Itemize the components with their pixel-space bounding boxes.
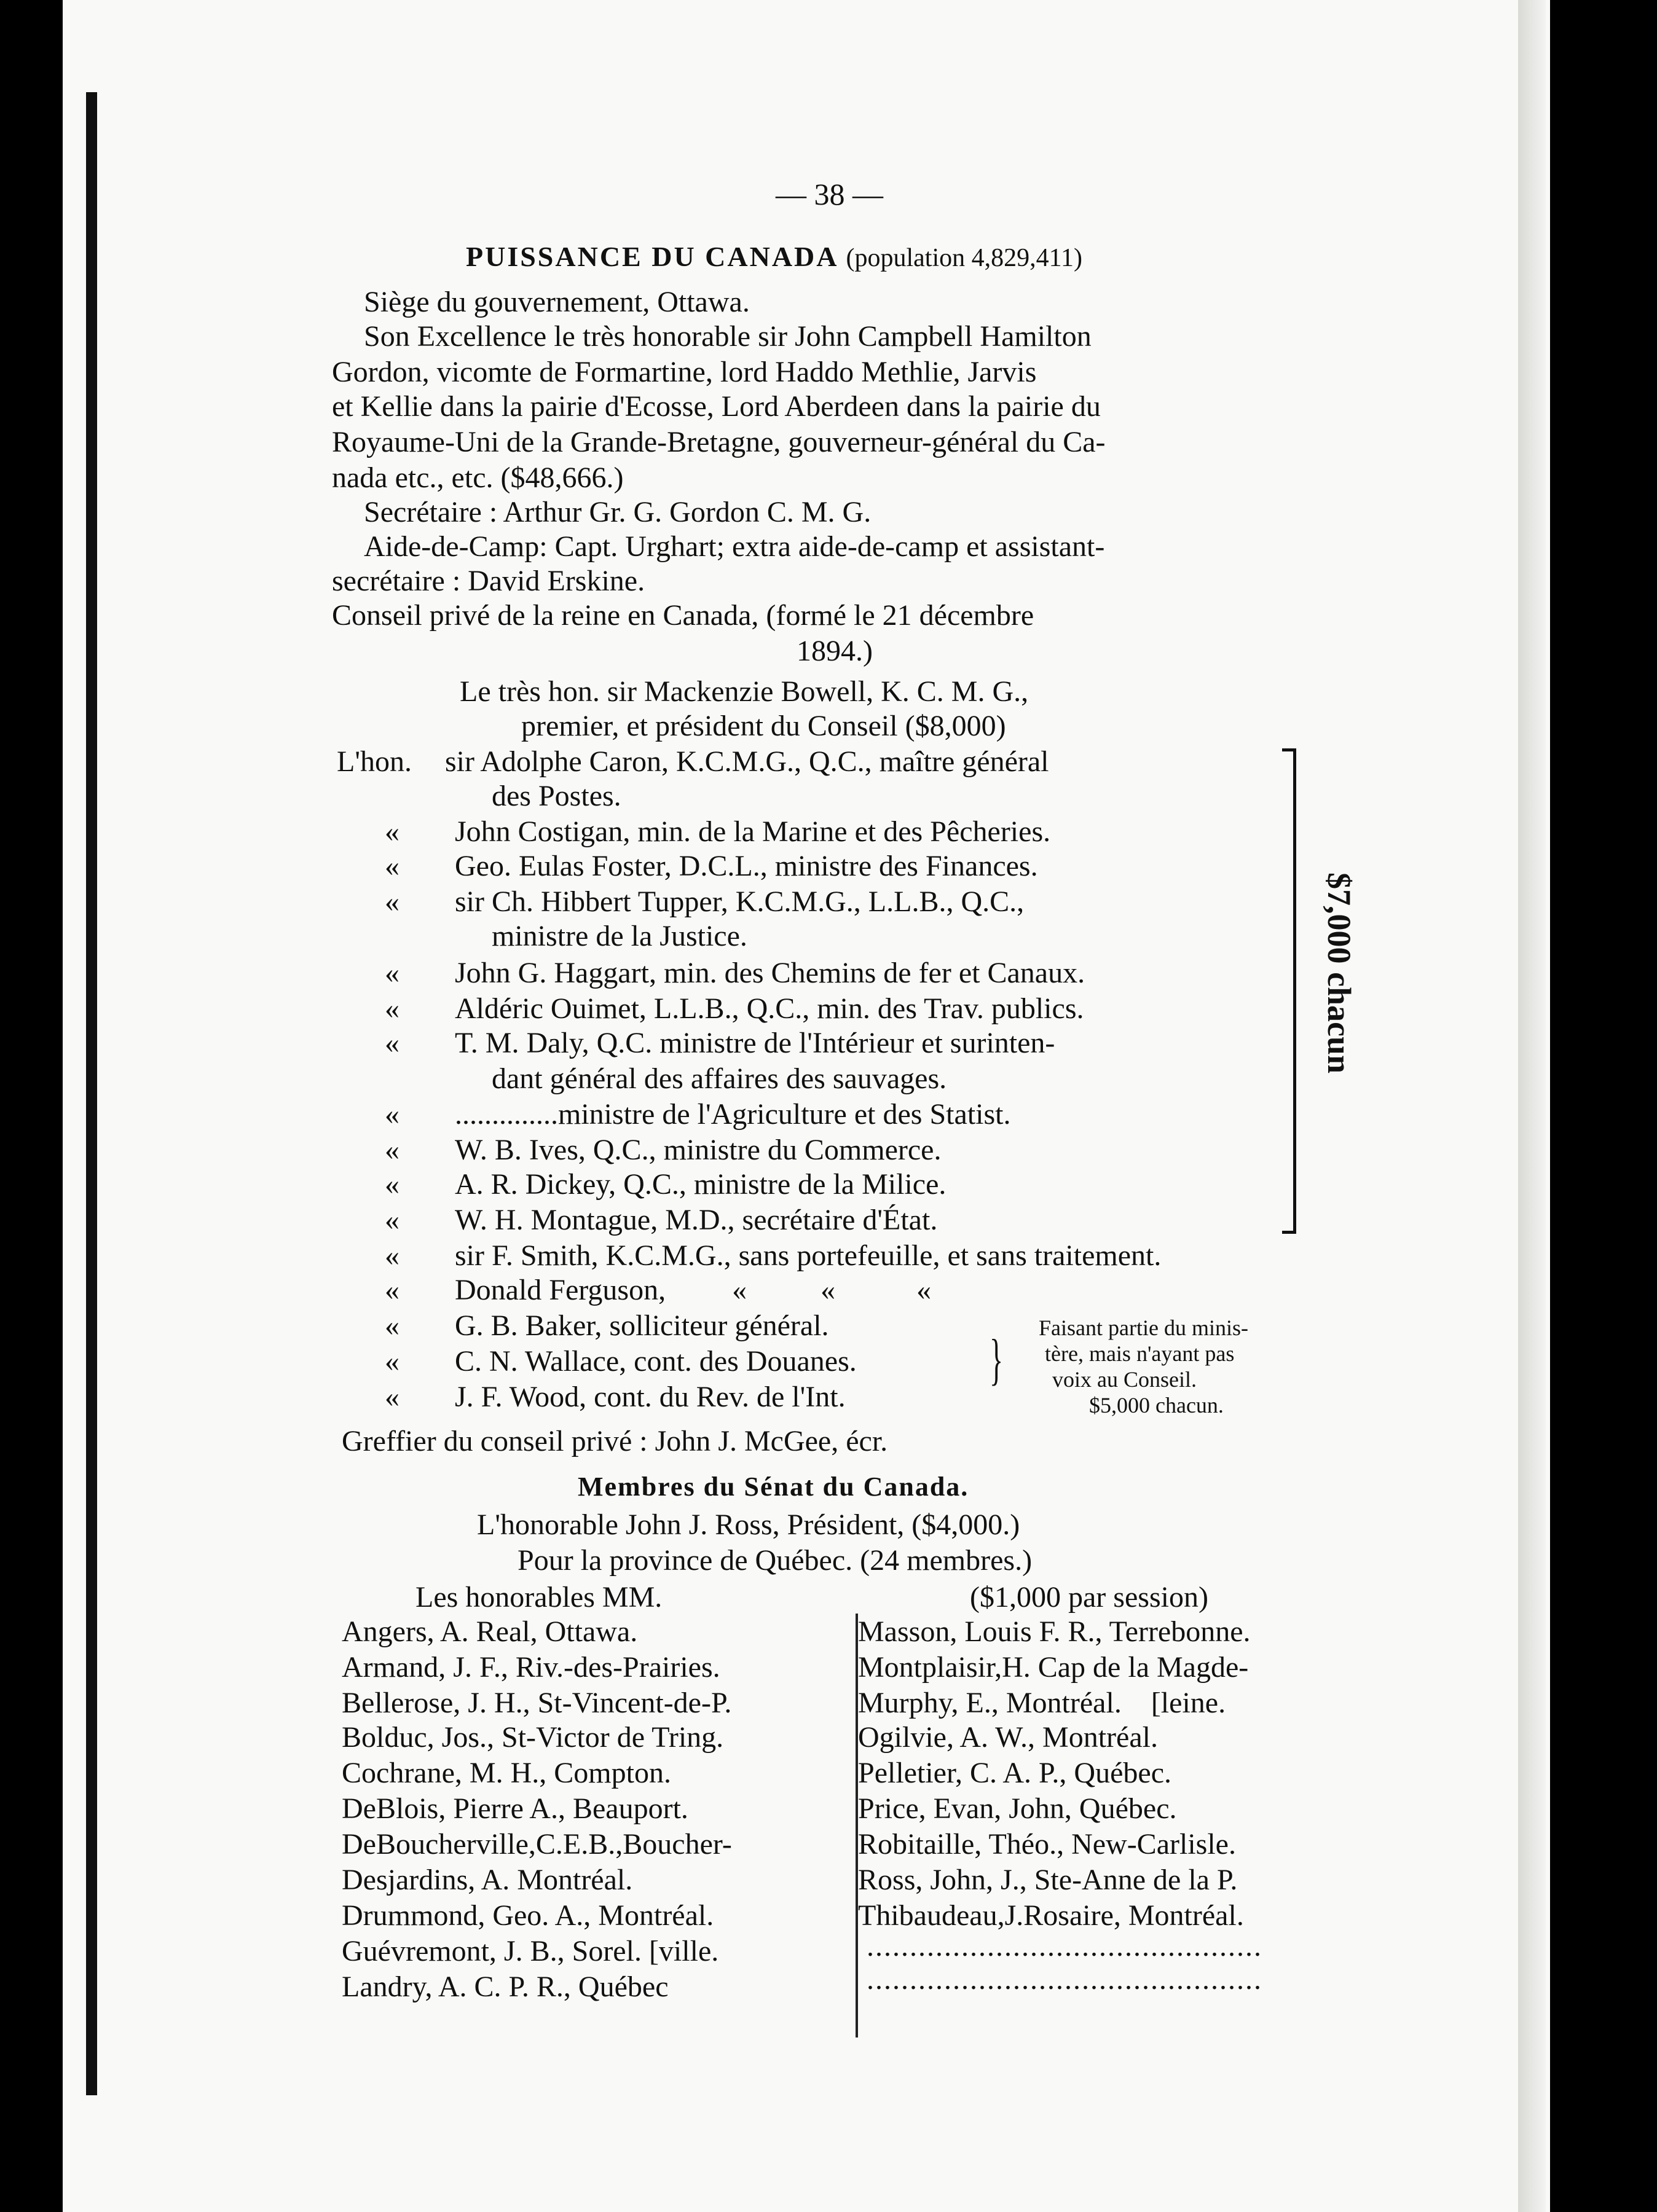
governor-line-5: nada etc., etc. ($48,666.) bbox=[332, 461, 624, 494]
minister-mark: « bbox=[385, 1204, 399, 1236]
senator-entry: Cochrane, M. H., Compton. bbox=[342, 1757, 671, 1789]
senator-entry: Thibaudeau,J.Rosaire, Montréal. bbox=[858, 1899, 1244, 1932]
governor-line-3: et Kellie dans la pairie d'Ecosse, Lord Aberdeen dans la pairie du bbox=[332, 390, 1101, 423]
siege-line: Siège du gouvernement, Ottawa. bbox=[364, 286, 750, 318]
minister-text: G. B. Baker, solliciteur général. bbox=[455, 1309, 829, 1342]
senator-entry: Price, Evan, John, Québec. bbox=[858, 1792, 1177, 1825]
minister-text: Geo. Eulas Foster, D.C.L., ministre des Finances. bbox=[455, 850, 1038, 882]
senator-entry: Armand, J. F., Riv.-des-Prairies. bbox=[342, 1651, 720, 1684]
minister-text: A. R. Dickey, Q.C., ministre de la Milice. bbox=[455, 1168, 947, 1201]
ministers-brace bbox=[1293, 748, 1296, 1234]
minister-mark: « bbox=[385, 815, 399, 848]
senate-president: L'honorable John J. Ross, Président, ($4,000.) bbox=[477, 1508, 1020, 1541]
minister-text: ministre de la Justice. bbox=[492, 920, 747, 952]
minister-text: John Costigan, min. de la Marine et des Pêcheries. bbox=[455, 815, 1051, 848]
council-line-2: 1894.) bbox=[797, 635, 873, 667]
minister-text: W. H. Montague, M.D., secrétaire d'État. bbox=[455, 1204, 938, 1236]
minister-mark: « bbox=[385, 957, 399, 989]
minister-mark: « bbox=[385, 1345, 399, 1378]
ministers-brace-top bbox=[1282, 748, 1296, 751]
minister-mark: « bbox=[385, 885, 399, 918]
heading-title: PUISSANCE DU CANADA bbox=[466, 241, 839, 272]
premier-line-1: Le très hon. sir Mackenzie Bowell, K. C. M. G., bbox=[460, 675, 1029, 708]
council-line-1: Conseil privé de la reine en Canada, (formé le 21 décembre bbox=[332, 599, 1034, 632]
senator-entry-blank: .............................................. bbox=[867, 1930, 1262, 1963]
minister-mark: « bbox=[385, 1098, 399, 1131]
minister-text: W. B. Ives, Q.C., ministre du Commerce. bbox=[455, 1134, 942, 1166]
governor-line-2: Gordon, vicomte de Formartine, lord Haddo Methlie, Jarvis bbox=[332, 356, 1037, 388]
minister-mark: L'hon. bbox=[337, 745, 412, 778]
minister-mark: « bbox=[385, 1134, 399, 1166]
minister-mark: « bbox=[385, 1309, 399, 1342]
minister-mark: « bbox=[385, 1168, 399, 1201]
section-heading bbox=[466, 240, 1082, 275]
minister-text: sir F. Smith, K.C.M.G., sans portefeuille, et sans traitement. bbox=[455, 1239, 1162, 1272]
page-edge-shadow bbox=[1518, 0, 1546, 2212]
salary-note: $7,000 chacun bbox=[1321, 873, 1358, 1074]
minister-mark: « bbox=[385, 1239, 399, 1272]
minister-text: T. M. Daly, Q.C. ministre de l'Intérieur et surinten- bbox=[455, 1027, 1055, 1059]
senator-entry: Robitaille, Théo., New-Carlisle. bbox=[858, 1828, 1236, 1861]
secretary-line: Secrétaire : Arthur Gr. G. Gordon C. M. G. bbox=[364, 496, 872, 528]
binding-edge bbox=[86, 92, 97, 2095]
premier-line-2: premier, et président du Conseil ($8,000) bbox=[521, 710, 1006, 742]
senator-entry: Ogilvie, A. W., Montréal. bbox=[858, 1721, 1158, 1754]
minister-text: sir Ch. Hibbert Tupper, K.C.M.G., L.L.B., Q.C., bbox=[455, 885, 1025, 918]
controllers-note-3: voix au Conseil. bbox=[1052, 1367, 1197, 1392]
senator-entry: Desjardins, A. Montréal. bbox=[342, 1864, 633, 1896]
controllers-note-1: Faisant partie du minis- bbox=[1039, 1316, 1248, 1340]
governor-line-4: Royaume-Uni de la Grande-Bretagne, gouverneur-général du Ca- bbox=[332, 426, 1106, 458]
senator-entry: Bellerose, J. H., St-Vincent-de-P. bbox=[342, 1687, 732, 1719]
senator-entry: Murphy, E., Montréal. [leine. bbox=[858, 1687, 1226, 1719]
minister-text: C. N. Wallace, cont. des Douanes. bbox=[455, 1345, 857, 1378]
minister-text: dant général des affaires des sauvages. bbox=[492, 1062, 947, 1095]
senate-quebec: Pour la province de Québec. (24 membres.) bbox=[518, 1544, 1033, 1577]
minister-text: J. F. Wood, cont. du Rev. de l'Int. bbox=[455, 1381, 846, 1413]
heading-population: (population 4,829,411) bbox=[846, 244, 1083, 272]
controllers-note-4: $5,000 chacun. bbox=[1089, 1393, 1224, 1418]
ministers-brace-bottom bbox=[1282, 1231, 1296, 1234]
minister-text: ..............ministre de l'Agriculture et des Statist. bbox=[455, 1098, 1011, 1131]
aide-line-2: secrétaire : David Erskine. bbox=[332, 565, 645, 597]
senator-entry: Ross, John, J., Ste-Anne de la P. bbox=[858, 1864, 1238, 1896]
senator-entry: Montplaisir,H. Cap de la Magde- bbox=[858, 1651, 1249, 1684]
aide-line-1: Aide-de-Camp: Capt. Urghart; extra aide-de-camp et assistant- bbox=[364, 530, 1105, 563]
controllers-note-2: tère, mais n'ayant pas bbox=[1045, 1341, 1235, 1366]
senator-entry: DeBoucherville,C.E.B.,Boucher- bbox=[342, 1828, 732, 1861]
senate-session: ($1,000 par session) bbox=[970, 1581, 1208, 1614]
senator-entry: Angers, A. Real, Ottawa. bbox=[342, 1615, 638, 1648]
minister-text: John G. Haggart, min. des Chemins de fer et Canaux. bbox=[455, 957, 1085, 989]
minister-mark: « bbox=[385, 1027, 399, 1059]
senator-entry: Masson, Louis F. R., Terrebonne. bbox=[858, 1615, 1251, 1648]
senate-heading: Membres du Sénat du Canada. bbox=[578, 1472, 969, 1502]
senator-entry: Landry, A. C. P. R., Québec bbox=[342, 1971, 669, 2003]
minister-mark: « bbox=[385, 850, 399, 882]
senator-entry-blank: .............................................. bbox=[867, 1963, 1262, 1996]
governor-line-1: Son Excellence le très honorable sir John Campbell Hamilton bbox=[364, 320, 1092, 353]
controllers-brace: } bbox=[990, 1328, 1004, 1390]
senator-entry: Drummond, Geo. A., Montréal. bbox=[342, 1899, 714, 1932]
minister-text: des Postes. bbox=[492, 780, 621, 812]
greffier-line: Greffier du conseil privé : John J. McGee, écr. bbox=[342, 1425, 888, 1457]
senator-entry: DeBlois, Pierre A., Beauport. bbox=[342, 1792, 688, 1825]
minister-mark: « bbox=[385, 1274, 399, 1306]
minister-mark: « bbox=[385, 992, 399, 1025]
senate-honorables: Les honorables MM. bbox=[415, 1581, 663, 1614]
minister-text: Donald Ferguson, « « « bbox=[455, 1274, 932, 1306]
page-number: — 38 — bbox=[776, 177, 883, 211]
minister-text: sir Adolphe Caron, K.C.M.G., Q.C., maître général bbox=[445, 745, 1049, 778]
minister-text: Aldéric Ouimet, L.L.B., Q.C., min. des Trav. publics. bbox=[455, 992, 1084, 1025]
minister-mark: « bbox=[385, 1381, 399, 1413]
senator-entry: Bolduc, Jos., St-Victor de Tring. bbox=[342, 1721, 724, 1754]
senator-entry: Guévremont, J. B., Sorel. [ville. bbox=[342, 1935, 719, 1967]
senator-entry: Pelletier, C. A. P., Québec. bbox=[858, 1757, 1171, 1789]
